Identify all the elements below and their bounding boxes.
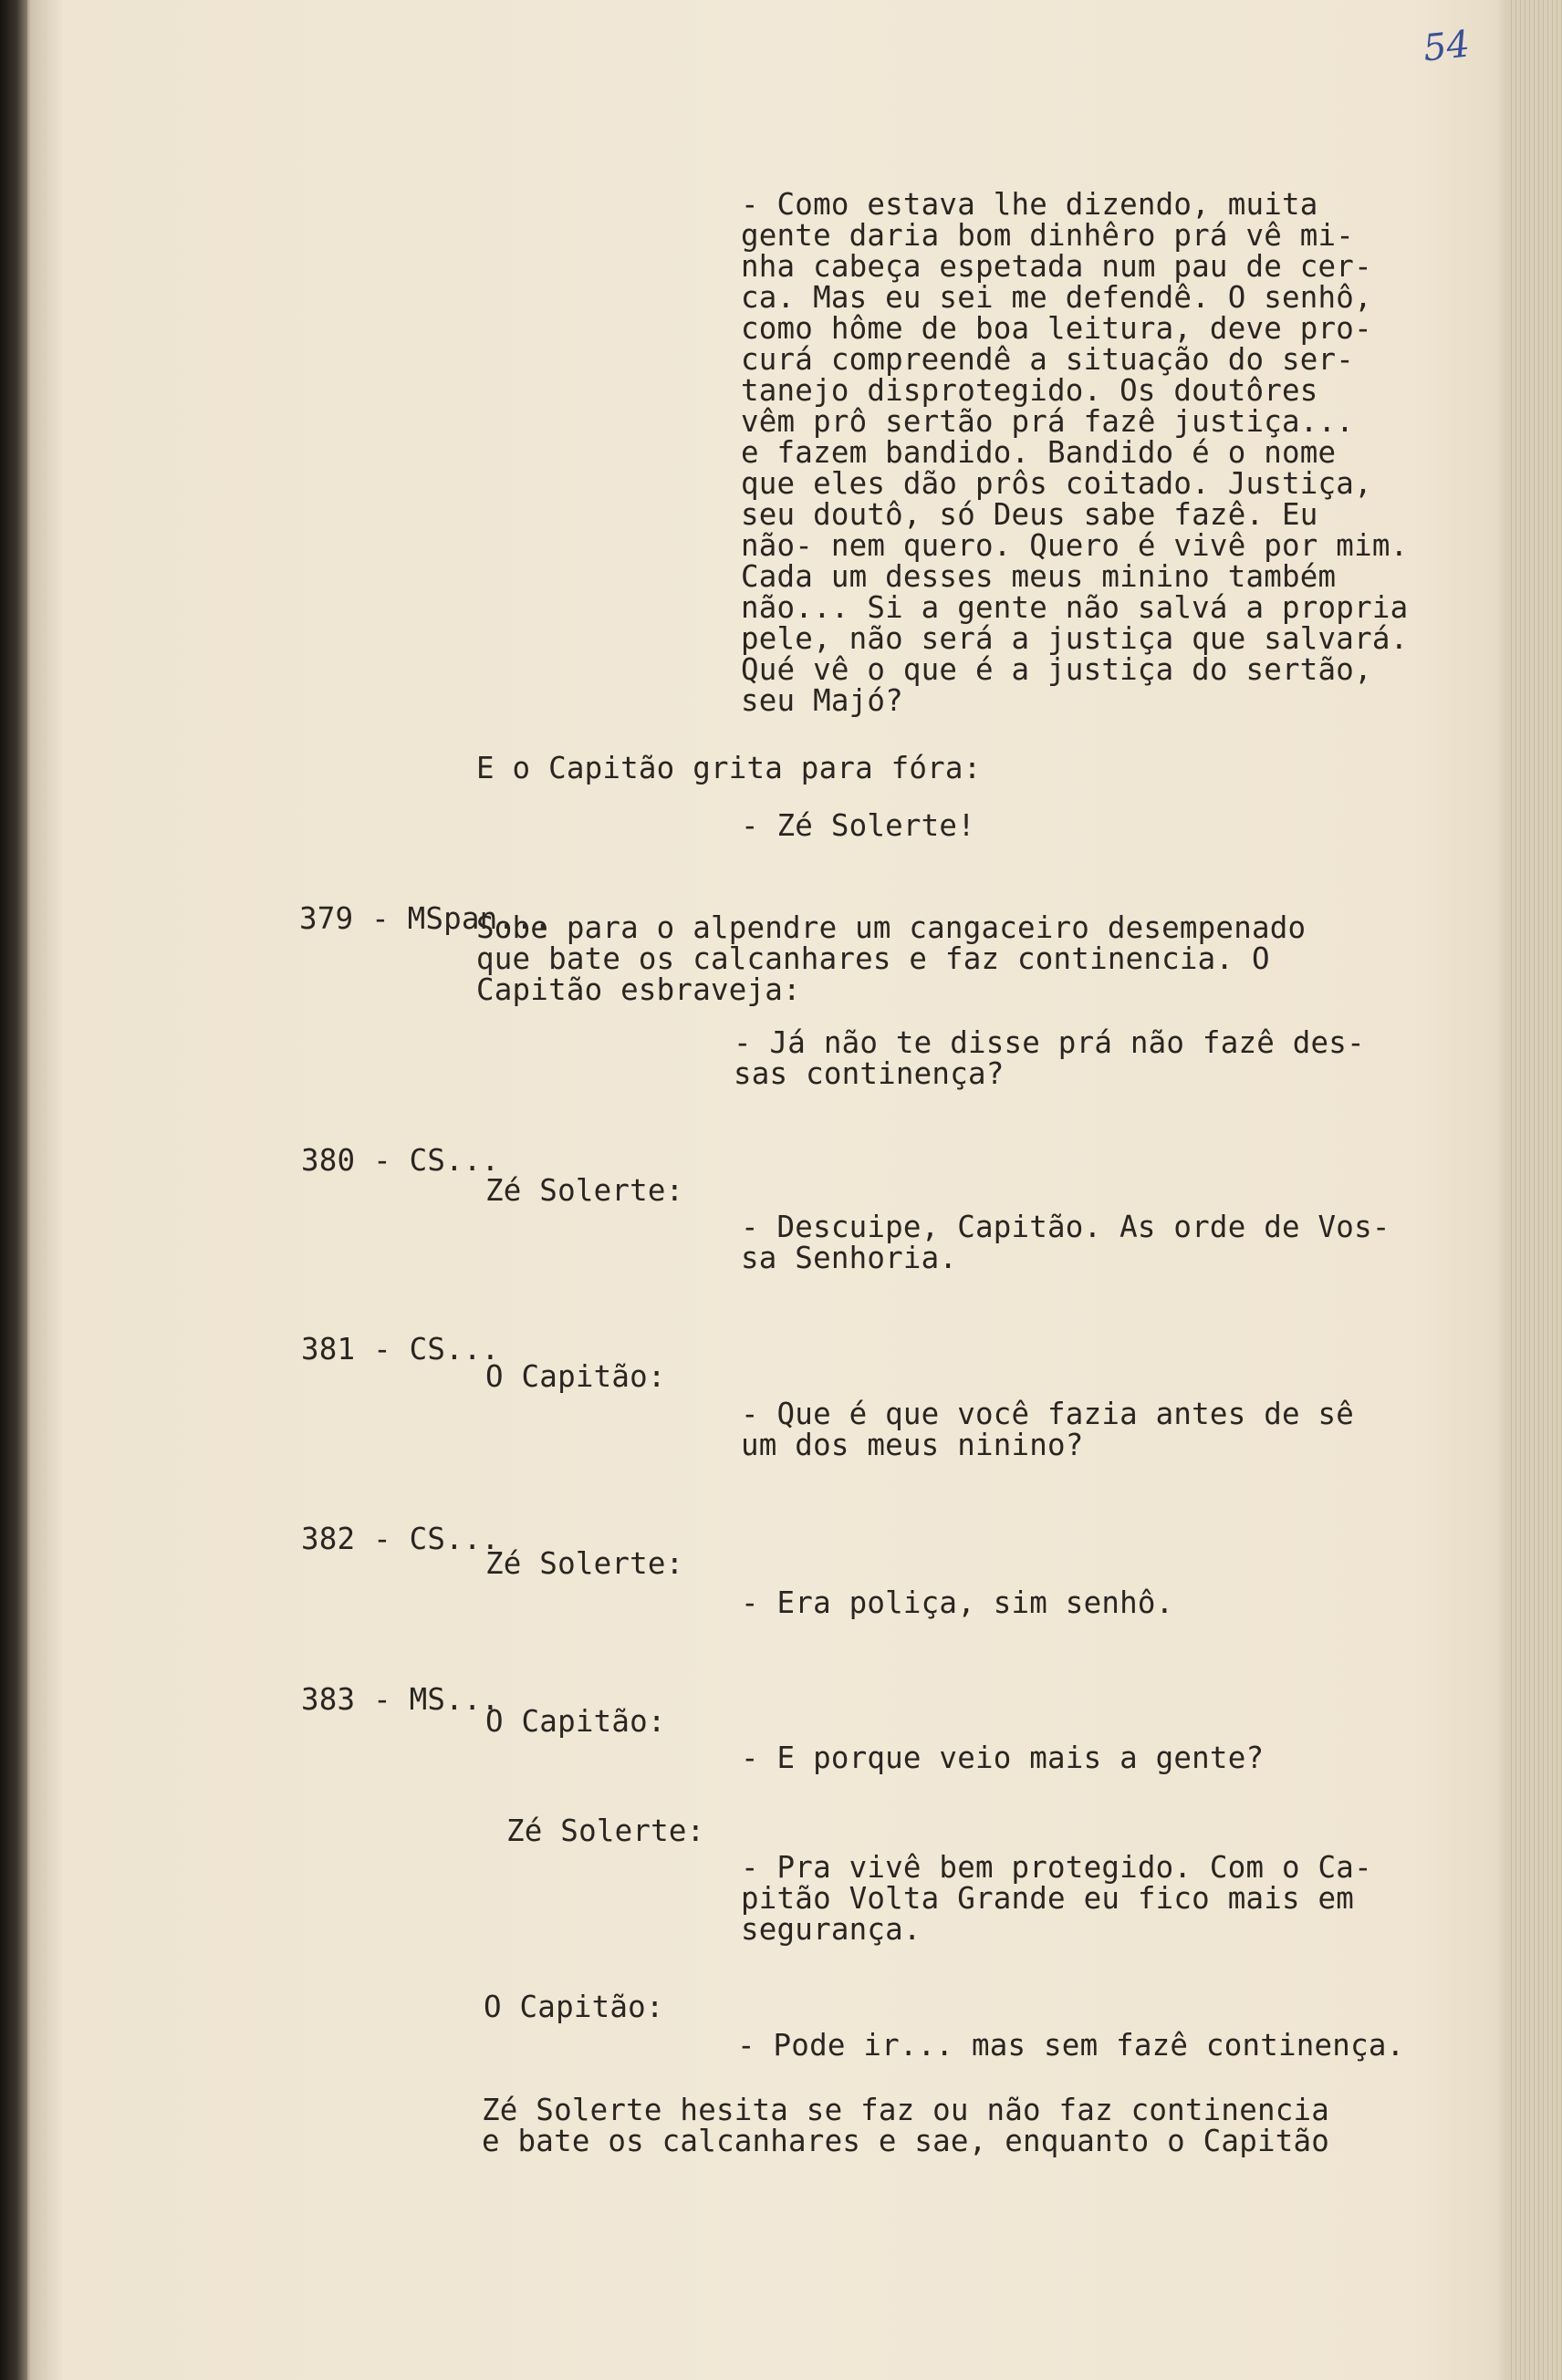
shot-383-speaker-3: O Capitão:	[484, 1990, 664, 2024]
shot-379-dialogue: - Já não te disse prá não fazê des- sas continença?	[734, 1025, 1365, 1091]
shot-383-dialogue: - E porque veio mais a gente?	[741, 1741, 1265, 1775]
shot-380-dialogue: - Descuipe, Capitão. As orde de Vos- sa Senhoria.	[741, 1210, 1390, 1275]
shot-382-label: 382 - CS...	[301, 1522, 500, 1556]
shot-380-speaker: Zé Solerte:	[485, 1173, 684, 1208]
shot-380-label: 380 - CS...	[301, 1143, 500, 1178]
closing-action: Zé Solerte hesita se faz ou não faz continencia e bate os calcanhares e sae, enquanto o Capitão	[482, 2093, 1330, 2158]
shot-379-label: 379 - MSpan...	[299, 901, 552, 936]
shot-382-speaker: Zé Solerte:	[485, 1546, 684, 1581]
shot-383-label: 383 - MS...	[301, 1682, 500, 1717]
shot-383-speaker-2: Zé Solerte:	[506, 1814, 705, 1848]
shot-381-speaker: O Capitão:	[485, 1359, 666, 1394]
shot-379-direction: Sobe para o alpendre um cangaceiro desempenado que bate os calcanhares e faz continencia. O Capitão esbraveja:	[476, 910, 1307, 1007]
shot-382-dialogue: - Era poliça, sim senhô.	[741, 1585, 1174, 1620]
shot-383-speaker: O Capitão:	[485, 1704, 666, 1739]
speech-capitao-intro: - Como estava lhe dizendo, muita gente daria bom dinhêro prá vê mi- nha cabeça espetada num pau de cer- ca. Mas eu sei me defendê. O senhô, como hôme de boa leitura, deve pro- curá compreendê a situação do ser- tanejo disprotegido. Os doutôres vêm prô sertão prá fazê justiça... e fazem bandido. Bandido é o nome que eles dão prôs coitado. Justiça, seu doutô, só Deus sabe fazê. Eu não- nem quero. Quero é vivê por mim. Cada um desses meus minino também não... Si a gente não salvá a propria pele, não será a justiça que salvará. Qué vê o que é a justiça do sertão, seu Majó?	[741, 187, 1409, 718]
shot-383-dialogue-3: - Pode ir... mas sem fazê continença.	[737, 2028, 1405, 2063]
action-capitao-shouts: E o Capitão grita para fóra:	[476, 751, 982, 785]
book-binding	[0, 0, 27, 2380]
handwritten-page-number: 54	[1421, 23, 1473, 70]
page-edges	[1507, 0, 1562, 2380]
shot-383-dialogue-2: - Pra vivê bem protegido. Com o Ca- pitão Volta Grande eu fico mais em segurança.	[741, 1850, 1372, 1947]
dialogue-ze-solerte-call: - Zé Solerte!	[741, 808, 975, 843]
shot-381-dialogue: - Que é que você fazia antes de sê um dos meus ninino?	[741, 1397, 1355, 1462]
shot-381-label: 381 - CS...	[301, 1332, 500, 1367]
